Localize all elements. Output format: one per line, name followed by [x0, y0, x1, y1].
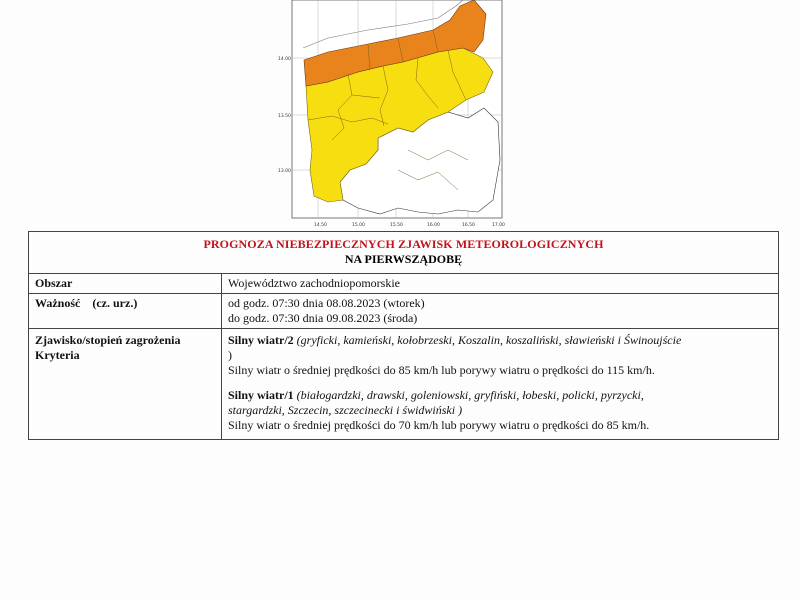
- phenomenon-label: Zjawisko/stopień zagrożenia: [35, 333, 181, 347]
- warning-table: [28, 231, 779, 440]
- tick-y-2: 13.50: [278, 114, 291, 119]
- validity-label: Ważność: [35, 296, 81, 310]
- level1-counties-b: stargardzki, Szczecin, szczecinecki i świdwiński ): [228, 403, 463, 417]
- title-row: [29, 232, 779, 274]
- level2-counties: (gryficki, kamieński, kołobrzeski, Koszalin, koszaliński, sławieński i Świnoujście: [296, 333, 682, 347]
- warning-title: PROGNOZA NIEBEZPIECZNYCH ZJAWISK METEOROLOGICZNYCH: [203, 237, 604, 251]
- phenomenon-label-cell: [29, 329, 222, 440]
- warning-map-svg: [278, 0, 506, 232]
- validity-value: [222, 294, 779, 329]
- level2-close: ): [228, 348, 232, 362]
- tick-x-1: 14.50: [314, 223, 327, 228]
- level2-criteria: Silny wiatr o średniej prędkości do 85 km/h lub porywy wiatru o prędkości do 115 km/h.: [228, 363, 655, 377]
- validity-label-cell: [29, 294, 222, 329]
- validity-unit: (cz. urz.): [92, 296, 138, 310]
- area-value: Województwo zachodniopomorskie: [222, 274, 779, 294]
- title-cell: [29, 232, 779, 274]
- area-row: [29, 274, 779, 294]
- tick-x-2: 15.00: [352, 223, 365, 228]
- area-label: Obszar: [29, 274, 222, 294]
- criteria-label: Kryteria: [35, 348, 80, 362]
- tick-y-1: 14.00: [278, 57, 291, 62]
- validity-to: do godz. 07:30 dnia 09.08.2023 (środa): [228, 311, 418, 325]
- level1-criteria: Silny wiatr o średniej prędkości do 70 km/h lub porywy wiatru o prędkości do 85 km/h.: [228, 418, 650, 432]
- tick-y-3: 13.00: [278, 169, 291, 174]
- tick-x-5: 16.50: [462, 223, 475, 228]
- level1-block: [228, 388, 772, 433]
- level1-counties-a: (białogardzki, drawski, goleniowski, gryfiński, łobeski, policki, pyrzycki,: [296, 388, 644, 402]
- level2-name: Silny wiatr/2: [228, 333, 294, 347]
- phenomenon-value: [222, 329, 779, 440]
- phenomenon-row: [29, 329, 779, 440]
- tick-x-6: 17.00: [492, 223, 505, 228]
- warning-subtitle: NA PIERWSZĄDOBĘ: [344, 252, 463, 266]
- tick-x-4: 16.00: [427, 223, 440, 228]
- validity-from: od godz. 07:30 dnia 08.08.2023 (wtorek): [228, 296, 425, 310]
- tick-x-3: 15.50: [390, 223, 403, 228]
- level2-block: [228, 333, 772, 378]
- level1-name: Silny wiatr/1: [228, 388, 294, 402]
- warning-map: [278, 0, 506, 232]
- validity-row: [29, 294, 779, 329]
